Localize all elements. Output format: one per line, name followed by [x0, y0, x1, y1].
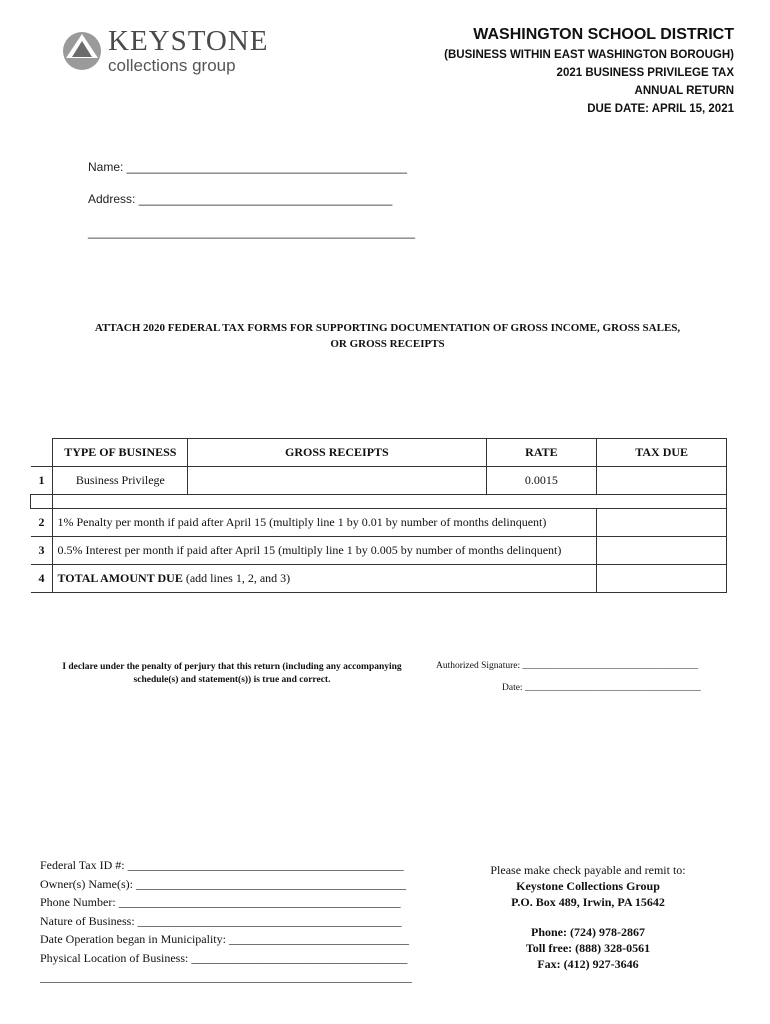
remit-spacer — [466, 910, 710, 924]
header-rate: RATE — [486, 439, 597, 467]
name-field[interactable]: Name: __________________________________________ — [88, 160, 407, 174]
line-1-tax-due-input[interactable] — [597, 467, 727, 495]
line-3-interest-input[interactable] — [597, 537, 727, 565]
federal-tax-id-field[interactable]: Federal Tax ID #: ______________________________________________ — [40, 858, 404, 872]
header-line-tax: 2021 BUSINESS PRIVILEGE TAX — [556, 67, 734, 79]
row-1-type: Business Privilege — [53, 467, 188, 495]
table-row-3 — [31, 537, 727, 565]
authorized-signature-field[interactable]: Authorized Signature: _____________________________________ — [436, 661, 699, 671]
logo-tagline: collections group — [108, 56, 236, 75]
remit-fax: Fax: (412) 927-3646 — [537, 957, 639, 971]
remit-address: P.O. Box 489, Irwin, PA 15642 — [511, 895, 665, 909]
header-line-return: ANNUAL RETURN — [634, 85, 734, 97]
keystone-mountain-icon — [62, 28, 102, 74]
remit-instruction: Please make check payable and remit to: — [490, 863, 686, 877]
row-2-penalty-text: 1% Penalty per month if paid after April 15 (multiply line 1 by 0.01 by number of months delinquent) — [53, 509, 597, 537]
header-tax-due: TAX DUE — [597, 439, 727, 467]
physical-location-line-2-field[interactable]: ______________________________________________________________ — [40, 969, 412, 984]
form-header — [444, 24, 734, 118]
attach-note-line-1: ATTACH 2020 FEDERAL TAX FORMS FOR SUPPORTING DOCUMENTATION OF GROSS INCOME, GROSS SALES, — [94, 322, 681, 334]
physical-location-field[interactable]: Physical Location of Business: ____________________________________ — [40, 950, 408, 965]
spacer-cell-num — [31, 495, 53, 509]
row-3-number: 3 — [31, 537, 53, 565]
header-type-of-business: TYPE OF BUSINESS — [53, 439, 188, 467]
remit-to-block — [466, 862, 710, 972]
line-4-total-input[interactable] — [597, 565, 727, 593]
attach-documentation-note — [30, 320, 745, 352]
table-header-row — [31, 439, 727, 467]
remit-company: Keystone Collections Group — [516, 879, 660, 893]
header-num-blank — [31, 439, 53, 467]
row-4-total-text — [53, 565, 597, 593]
table-row-1 — [31, 467, 727, 495]
gross-receipts-input[interactable] — [188, 467, 486, 495]
address-field[interactable]: Address: ______________________________________ — [88, 192, 393, 206]
perjury-declaration — [42, 661, 422, 687]
attach-note-line-2: OR GROSS RECEIPTS — [330, 338, 445, 350]
signature-date-field[interactable]: Date: _____________________________________ — [502, 683, 701, 693]
logo-wordmark: KEYSTONE — [108, 25, 269, 57]
row-1-number: 1 — [31, 467, 53, 495]
header-line-due-date: DUE DATE: APRIL 15, 2021 — [587, 103, 734, 115]
table-row-4 — [31, 565, 727, 593]
keystone-logo — [60, 26, 270, 80]
signature-block — [436, 655, 701, 699]
remit-tollfree: Toll free: (888) 328-0561 — [525, 941, 651, 955]
declaration-line-1: I declare under the penalty of perjury that this return (including any accompanying — [62, 662, 402, 672]
total-amount-due-note: (add lines 1, 2, and 3) — [182, 571, 291, 585]
tax-table — [30, 438, 727, 593]
table-spacer-row — [31, 495, 727, 509]
total-amount-due-label: TOTAL AMOUNT DUE — [57, 571, 183, 585]
business-info-section — [40, 856, 412, 986]
address-line-2-field[interactable]: _________________________________________________ — [88, 225, 416, 239]
header-gross-receipts: GROSS RECEIPTS — [188, 439, 486, 467]
table-row-2 — [31, 509, 727, 537]
row-1-rate: 0.0015 — [486, 467, 597, 495]
owner-names-field[interactable]: Owner(s) Name(s): _____________________________________________ — [40, 876, 406, 891]
district-title: WASHINGTON SCHOOL DISTRICT — [473, 26, 734, 43]
remit-phone: Phone: (724) 978-2867 — [531, 925, 645, 939]
row-3-interest-text: 0.5% Interest per month if paid after April 15 (multiply line 1 by 0.005 by number of months delinquent) — [53, 537, 597, 565]
date-operation-began-field[interactable]: Date Operation began in Municipality: ______________________________ — [40, 932, 409, 947]
line-2-penalty-input[interactable] — [597, 509, 727, 537]
spacer-cell — [53, 495, 727, 509]
header-line-borough: (BUSINESS WITHIN EAST WASHINGTON BOROUGH) — [444, 49, 734, 61]
row-2-number: 2 — [31, 509, 53, 537]
row-4-number: 4 — [31, 565, 53, 593]
declaration-line-2: schedule(s) and statement(s)) is true and correct. — [133, 675, 331, 685]
nature-of-business-field[interactable]: Nature of Business: ____________________________________________ — [40, 913, 402, 928]
phone-number-field[interactable]: Phone Number: _______________________________________________ — [40, 895, 401, 910]
